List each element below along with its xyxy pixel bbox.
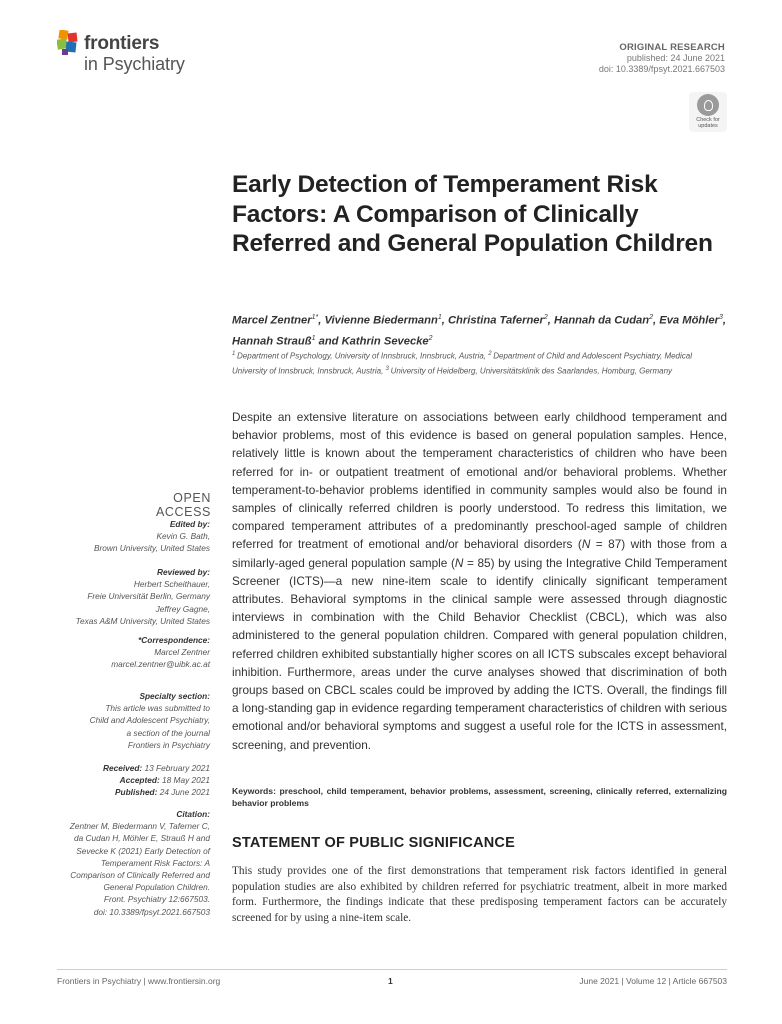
specialty-section-block <box>50 690 210 751</box>
affiliations <box>232 348 727 377</box>
check-updates-label: Check for updates <box>696 117 720 129</box>
citation-line: Sevecke K (2021) Early Detection of <box>76 845 210 856</box>
keywords <box>232 785 727 809</box>
author-separator: , <box>722 314 726 327</box>
citation-line: Zentner M, Biedermann V, Taferner C, <box>69 821 210 832</box>
dates-block <box>50 762 210 799</box>
author-affiliation-marker: 1 <box>311 334 316 342</box>
author-name[interactable]: Kathrin Sevecke <box>341 335 429 348</box>
reviewed-by-label: Reviewed by: <box>156 567 210 577</box>
section-heading: STATEMENT OF PUBLIC SIGNIFICANCE <box>232 835 515 851</box>
received-date: Received: 13 February 2021 <box>102 763 210 773</box>
n-symbol: N <box>454 555 464 570</box>
citation-line: Front. Psychiatry 12:667503. <box>103 894 210 905</box>
correspondence-block <box>50 634 210 671</box>
article-meta-header <box>465 42 725 75</box>
abstract-text-2: = 87) with those from a similarly-aged general population sample ( <box>232 537 727 570</box>
keywords-label: Keywords: <box>232 786 276 796</box>
author-name[interactable]: Eva Möhler <box>659 314 719 327</box>
doi-link[interactable]: doi: 10.3389/fpsyt.2021.667503 <box>598 64 725 74</box>
edited-by-label: Edited by: <box>169 519 210 529</box>
specialty-line: a section of the journal <box>126 727 210 738</box>
logo-word-frontiers: frontiers <box>84 33 160 54</box>
footer-journal-link[interactable]: Frontiers in Psychiatry | www.frontiersin.org <box>57 976 221 986</box>
specialty-line: Child and Adolescent Psychiatry, <box>89 715 210 726</box>
open-access-label: OPEN ACCESS <box>155 491 211 519</box>
received-label: Received: <box>102 763 143 773</box>
author-name[interactable]: Hannah da Cudan <box>554 314 650 327</box>
published-date-side: Published: 24 June 2021 <box>114 787 210 798</box>
accepted-date: Accepted: 18 May 2021 <box>119 775 210 786</box>
author-name[interactable]: Hannah Strauß <box>232 335 312 348</box>
author-affiliation-marker: 1* <box>311 314 319 321</box>
abstract-text-1: Despite an extensive literature on associations between early childhood temperament and behavior problems, most of this evidence is based on general population samples. Hence, relatively little is known about the temperament characteristics of children who have been referred for in- or outpatient treatment of emotional and/or behavioral problems. Whether temperament-to-behavior problems identified in community samples would also be found in samples of clinically referred children is poorly understood. To redress this limitation, we compared temperament attributes of a predominantly preschool-aged sample of children referred for treatment of emotional and/or behavioral disorders ( <box>232 410 727 552</box>
check-updates-icon <box>697 94 719 116</box>
author-separator: , <box>547 314 555 327</box>
specialty-line: Frontiers in Psychiatry <box>127 739 210 750</box>
citation-line: Comparison of Clinically Referred and <box>70 870 210 881</box>
author-name[interactable]: Marcel Zentner <box>232 314 312 327</box>
abstract <box>232 408 727 754</box>
correspondence-name: Marcel Zentner <box>154 647 210 658</box>
accepted-label: Accepted: <box>119 775 160 786</box>
page-number: 1 <box>388 976 393 986</box>
affiliation-text: University of Heidelberg, Universitätsklinik des Saarlandes, Homburg, Germany <box>390 366 673 376</box>
frontiers-logo-icon <box>57 30 79 56</box>
specialty-label: Specialty section: <box>139 691 210 701</box>
footer-volume-info: June 2021 | Volume 12 | Article 667503 <box>579 976 727 986</box>
author-list <box>232 309 732 350</box>
author-name[interactable]: Christina Taferner <box>447 314 544 327</box>
author-affiliation-marker: 3 <box>718 314 723 321</box>
citation-label: Citation: <box>176 809 210 819</box>
correspondence-label: *Correspondence: <box>138 635 210 645</box>
correspondence-email[interactable]: marcel.zentner@uibk.ac.at <box>111 659 210 670</box>
reviewer-name[interactable]: Jeffrey Gagne, <box>155 603 210 614</box>
citation-block <box>50 808 210 918</box>
check-for-updates-button[interactable] <box>689 92 727 132</box>
affiliation-marker: 2 <box>488 351 494 357</box>
specialty-line: This article was submitted to <box>105 703 210 714</box>
reviewer-name[interactable]: Herbert Scheithauer, <box>133 579 210 590</box>
affiliation-text: Department of Psychology, University of Innsbruck, Innsbruck, Austria, <box>237 351 489 361</box>
affiliation-marker: 1 <box>232 351 238 357</box>
edited-by-block <box>50 518 210 555</box>
logo-word-journal: in Psychiatry <box>84 54 185 74</box>
footer-divider <box>57 969 727 970</box>
affiliation-marker: 3 <box>385 365 391 372</box>
reviewer-affiliation: Texas A&M University, United States <box>75 615 210 626</box>
article-type: ORIGINAL RESEARCH <box>619 42 725 53</box>
significance-text: This study provides one of the first demonstrations that temperament risk factors identified in general population studies are also exhibited by children referred for psychiatric treatment, albeit in more marked form. Furthermore, the findings indicate that these predisposing temperament factors can be accurately screened for by using a nine-item scale. <box>232 865 727 924</box>
author-separator: , <box>441 314 448 327</box>
author-affiliation-marker: 2 <box>649 314 654 321</box>
n-symbol: N <box>581 537 591 552</box>
journal-logo[interactable] <box>57 30 197 75</box>
author-affiliation-marker: 2 <box>428 334 433 342</box>
article-title: Early Detection of Temperament Risk Factors: A Comparison of Clinically Referred and General Population Children <box>232 171 713 257</box>
citation-line: da Cudan H, Möhler E, Strauß H and <box>73 833 210 844</box>
editor-name[interactable]: Kevin G. Bath, <box>156 531 210 542</box>
author-affiliation-marker: 2 <box>543 314 548 321</box>
author-separator: , <box>653 314 660 327</box>
author-separator: , <box>318 314 325 327</box>
affiliation-text: Department of Child and Adolescent Psychiatry, Medical University of Innsbruck, Innsbruck, Austria, <box>232 351 693 376</box>
author-name[interactable]: Vivienne Biedermann <box>324 314 438 327</box>
editor-affiliation: Brown University, United States <box>93 543 210 554</box>
reviewer-affiliation: Freie Universität Berlin, Germany <box>87 591 210 602</box>
author-separator: and <box>315 335 342 348</box>
published-label: Published: <box>114 787 158 798</box>
citation-line: Temperament Risk Factors: A <box>100 857 210 868</box>
reviewed-by-block <box>50 566 210 627</box>
abstract-text-3: = 85) by using the Integrative Child Temperament Screener (ICTS)—a new nine-item scale to identify clinically significant temperament attributes. Behavioral symptoms in the clinical sample were assessed through diagnostic interviews in combination with the Child Behavior Checklist (CBCL), which was also administered to the general population children. Compared with general population children, referred children exhibited substantially higher scores on all ICTS subscales except behavioral inhibition. Furthermore, areas under the curve analyses showed that discrimination of both groups based on CBCL scales could be improved by adding the ICTS. Overall, the findings fill a long-standing gap in evidence regarding temperament characteristics of children with serious emotional and/or behavioral symptoms and suggest a useful role for the ICTS in assessment, screening, and prevention. <box>232 555 727 752</box>
author-affiliation-marker: 1 <box>437 314 442 321</box>
keywords-text: preschool, child temperament, behavior problems, assessment, screening, clinically referred, externalizing behavior problems <box>232 786 727 808</box>
citation-doi[interactable]: doi: 10.3389/fpsyt.2021.667503 <box>93 906 210 917</box>
published-date: published: 24 June 2021 <box>626 53 725 63</box>
citation-line: General Population Children. <box>103 882 210 893</box>
